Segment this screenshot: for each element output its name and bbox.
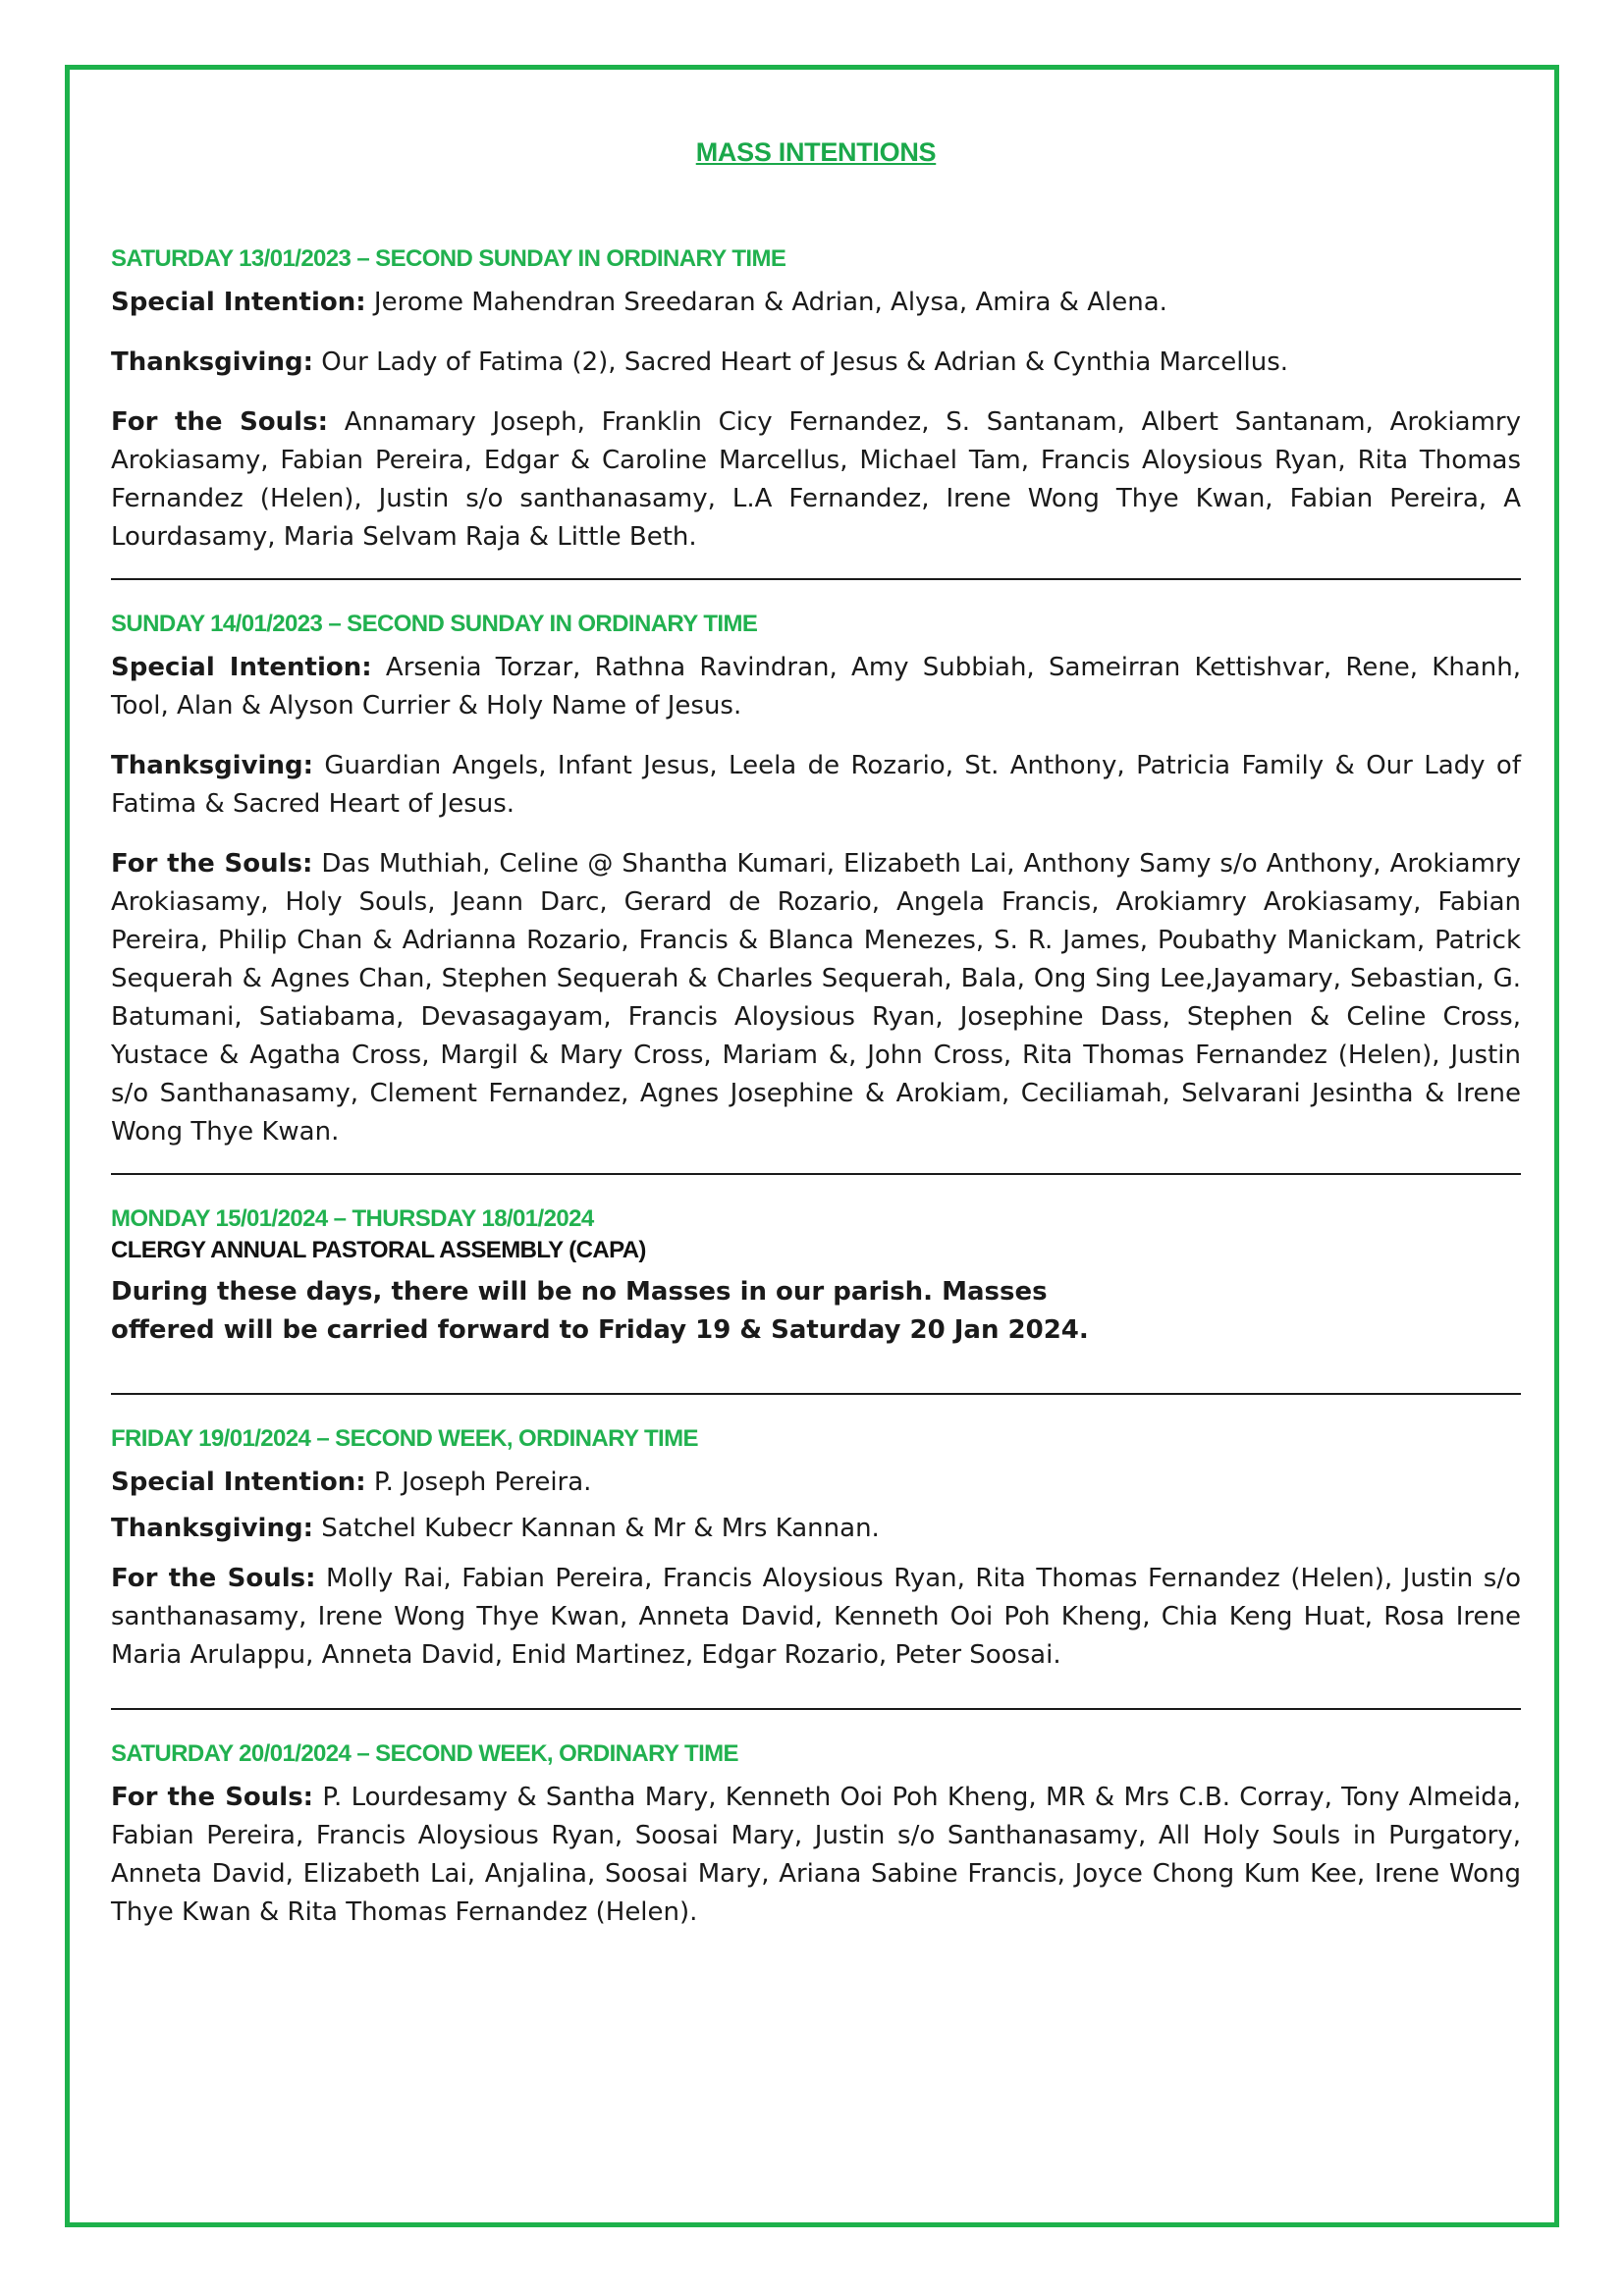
entry-label: Special Intention: [111, 1468, 366, 1497]
mass-section-saturday-20 [111, 1739, 1521, 1932]
entry-text: Jerome Mahendran Sreedaran & Adrian, Alysa, Amira & Alena. [365, 288, 1167, 317]
special-intention-entry [111, 1464, 1521, 1502]
section-subheading: CLERGY ANNUAL PASTORAL ASSEMBLY (CAPA) [111, 1237, 646, 1263]
souls-entry [111, 1560, 1521, 1675]
thanksgiving-entry [111, 344, 1521, 382]
special-intention-entry [111, 284, 1521, 322]
section-divider [111, 1393, 1521, 1395]
section-divider [111, 578, 1521, 580]
entry-label: Thanksgiving: [111, 751, 313, 780]
entry-label: For the Souls: [111, 407, 328, 437]
notice-line: offered will be carried forward to Friday 19 & Saturday 20 Jan 2024. [111, 1315, 1089, 1345]
section-divider [111, 1173, 1521, 1175]
entry-label: Special Intention: [111, 653, 372, 682]
entry-text: P. Joseph Pereira. [365, 1468, 592, 1497]
notice-line: During these days, there will be no Masses in our parish. Masses [111, 1277, 1048, 1307]
entry-text: Annamary Joseph, Franklin Cicy Fernandez, S. Santanam, Albert Santanam, Arokiamry Arokiasamy, Fabian Pereira, Edgar & Caroline Marcellus, Michael Tam, Francis Aloysious Ryan, Rita Thomas Fernandez (Helen), Justin s/o santhanasamy, L.A Fernandez, Irene Wong Thye Kwan, Fabian Pereira, A Lourdasamy, Maria Selvam Raja & Little Beth. [111, 407, 1521, 552]
entry-text: P. Lourdesamy & Santha Mary, Kenneth Ooi Poh Kheng, MR & Mrs C.B. Corray, Tony Almeida, Fabian Pereira, Francis Aloysious Ryan, Soosai Mary, Justin s/o Santhanasamy, All Holy Souls in Purgatory, Anneta David, Elizabeth Lai, Anjalina, Soosai Mary, Ariana Sabine Francis, Joyce Chong Kum Kee, Irene Wong Thye Kwan & Rita Thomas Fernandez (Helen). [111, 1783, 1522, 1927]
section-divider [111, 1708, 1521, 1710]
souls-entry [111, 1779, 1521, 1932]
entry-text: Satchel Kubecr Kannan & Mr & Mrs Kannan. [312, 1514, 880, 1543]
entry-text: Our Lady of Fatima (2), Sacred Heart of Jesus & Adrian & Cynthia Marcellus. [312, 347, 1289, 377]
section-heading: FRIDAY 19/01/2024 – SECOND WEEK, ORDINARY TIME [111, 1425, 698, 1452]
section-heading: MONDAY 15/01/2024 – THURSDAY 18/01/2024 [111, 1205, 594, 1232]
entry-text: Arsenia Torzar, Rathna Ravindran, Amy Subbiah, Sameirran Kettishvar, Rene, Khanh, Tool, Alan & Alyson Currier & Holy Name of Jesus. [111, 653, 1521, 721]
mass-section-sunday-14 [111, 610, 1521, 1151]
mass-section-saturday-13 [111, 244, 1521, 557]
entry-label: Special Intention: [111, 288, 366, 317]
thanksgiving-entry [111, 1510, 1521, 1548]
entry-label: For the Souls: [111, 1564, 316, 1593]
thanksgiving-entry [111, 747, 1521, 824]
section-heading: SUNDAY 14/01/2023 – SECOND SUNDAY IN ORDINARY TIME [111, 611, 758, 637]
special-intention-entry [111, 649, 1521, 725]
entry-label: For the Souls: [111, 1783, 314, 1812]
entry-text: Guardian Angels, Infant Jesus, Leela de Rozario, St. Anthony, Patricia Family & Our Lady of Fatima & Sacred Heart of Jesus. [111, 751, 1521, 819]
entry-text: Das Muthiah, Celine @ Shantha Kumari, Elizabeth Lai, Anthony Samy s/o Anthony, Arokiamry Arokiasamy, Holy Souls, Jeann Darc, Gerard de Rozario, Angela Francis, Arokiamry Arokiasamy, Fabian Pereira, Philip Chan & Adrianna Rozario, Francis & Blanca Menezes, S. R. James, Poubathy Manickam, Patrick Sequerah & Agnes Chan, Stephen Sequerah & Charles Sequerah, Bala, Ong Sing Lee,Jayamary, Sebastian, G. Batumani, Satiabama, Devasagayam, Francis Aloysious Ryan, Josephine Dass, Stephen & Celine Cross, Yustace & Agatha Cross, Margil & Mary Cross, Mariam &, John Cross, Rita Thomas Fernandez (Helen), Justin s/o Santhanasamy, Clement Fernandez, Agnes Josephine & Arokiam, Ceciliamah, Selvarani Jesintha & Irene Wong Thye Kwan. [111, 849, 1521, 1147]
mass-section-capa [111, 1204, 1521, 1350]
document-content [111, 137, 1521, 1953]
page-title: MASS INTENTIONS [695, 137, 937, 167]
entry-label: Thanksgiving: [111, 1514, 313, 1543]
souls-entry [111, 845, 1521, 1151]
souls-entry [111, 403, 1521, 557]
section-heading: SATURDAY 20/01/2024 – SECOND WEEK, ORDINARY TIME [111, 1740, 738, 1767]
section-heading: SATURDAY 13/01/2023 – SECOND SUNDAY IN ORDINARY TIME [111, 245, 786, 272]
entry-text: Molly Rai, Fabian Pereira, Francis Aloysious Ryan, Rita Thomas Fernandez (Helen), Justin s/o santhanasamy, Irene Wong Thye Kwan, Anneta David, Kenneth Ooi Poh Kheng, Chia Keng Huat, Rosa Irene Maria Arulappu, Anneta David, Enid Martinez, Edgar Rozario, Peter Soosai. [111, 1564, 1522, 1670]
entry-label: For the Souls: [111, 849, 313, 879]
entry-label: Thanksgiving: [111, 347, 313, 377]
mass-section-friday-19 [111, 1424, 1521, 1675]
